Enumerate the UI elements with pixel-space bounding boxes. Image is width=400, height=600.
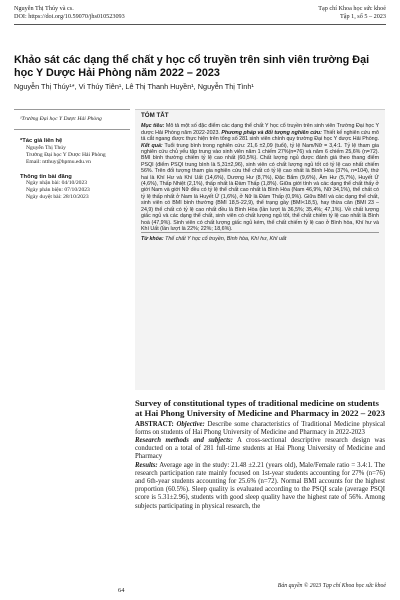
running-header-right: [318, 5, 386, 21]
method-label: Phương pháp và đối tượng nghiên cứu:: [219, 129, 322, 136]
copyright-notice: Bản quyền © 2023 Tạp chí Khoa học sức khoẻ: [277, 583, 386, 589]
en-results-text: Average age in the study: 21.48 ±2.21 (years old), Male/Female ratio = 3.4:1. The research participation rate mainly focused on 1st-year students accounting for 27% (n=76) and 6th-year students accounting for 25.6% (n=72). Normal BMI accounts for the highest proportion (60.5%). Sleep quality is evaluated according to the PSQI scale (average PSQI score is 5.31±2.96), students with good sleep quality have the highest rate of 56%. Among subjects participating in physical research, the: [135, 461, 385, 510]
abstract-en-results: [135, 462, 385, 511]
corr-org: Trường Đại học Y Dược Hải Phòng: [26, 151, 106, 158]
objective-label: Mục tiêu:: [141, 123, 165, 130]
header-journal: Tạp chí Khoa học sức khoẻ: [318, 5, 386, 12]
article-sidebar: [14, 109, 130, 201]
corresponding-author: [14, 138, 130, 166]
results-text: Tuổi trung bình trong nghiên cứu: 21,6 ±2,09 (tuổi), tỷ lệ Nam/Nữ = 3,4:1. Tỷ lệ tham gia nghiên cứu chủ yếu tập trung vào sinh viên năm 1 chiếm 27%(n=76) và năm 6 chiếm 25,6% (n=72). BMI bình thường chiếm tỷ lệ cao nhất (60,5%). Chất lượng ngủ được đánh giá theo thang điểm PSQI (điểm PSQI trung bình là 5,31±2,96), sinh viên có chất lượng ngủ tốt có tỷ lệ cao nhất chiếm 56%. Trên đối tượng tham gia nghiên cứu thể chất có tỷ lệ cao nhất là Bình Hòa (37%, n=104), thứ hai là Khí Hư và Khí Uất (14,6%), Dương Hư (8,7%), Đặc Bẩm (9,6%), Âm Hư (5,7%), Huyết Ứ (4,6%), Thấp Nhiệt (2,1%), thấp nhất là Đàm Thấp (1,8%). Giữa giới tính và các dạng thể chất thấy ở giới Nam và giới Nữ đều có tỷ lệ thể chất cao nhất là Bình Hòa (Nam 46,9%, Nữ 34,1%), thể chất có tỷ lệ thấp nhất ở Nam là Huyết Ứ (1,6%), ở Nữ là Đàm Thấp (0,9%). Giữa BMI và các dạng thể chất, sinh viên có BMI bình thường (BMI 18,5-22,9), thể trạng gầy (BMI<18,5), hay thừa cân (BMI 23 – 24,9) thể chất có tỷ lệ cao nhất đều là Bình Hòa (lần lượt là 36,5%; 35,4%; 47,1%). Về chất lượng giấc ngủ và các dạng thể chất, sinh viên có chất lượng ngủ tốt, thể chất chiếm tỷ lệ cao nhất là Bình hoà (47,9%). Sinh viên có chất lượng giấc ngủ kém, thể chất chiếm tỷ lệ cao ở Bình hòa, Khí hư và Khí Uất (lần lượt là 22%; 22%; 18,6%).: [141, 142, 379, 232]
abstract-english: [135, 398, 385, 511]
date-accepted: Ngày duyệt bài: 28/10/2023: [26, 194, 89, 201]
info-heading: Thông tin bài đăng: [20, 173, 72, 180]
english-title: Survey of constitutional types of traditional medicine on students at Hai Phong University of Medicine and Pharmacy in 2022 – 2023: [135, 398, 385, 419]
date-revised: Ngày phản biện: 07/10/2023: [26, 187, 90, 194]
keywords: [141, 232, 379, 242]
objective-text: Mô tả một số đặc điểm các dạng thể chất Y học cổ truyền trên sinh viên Trường Đại học Y dược Hải Phòng năm 2022-2023.: [141, 123, 379, 136]
header-doi[interactable]: DOI: https://doi.org/10.59070/jhs010523093: [14, 13, 125, 20]
corr-name: Nguyễn Thị Thúy: [26, 144, 66, 151]
affiliation: ¹Trường Đại học Y Dược Hải Phòng: [14, 109, 130, 130]
en-objective-text: Describe some characteristics of Traditional Medicine physical forms on students of Hai Phong University of Medicine and Pharmacy in 2022-2023: [135, 420, 385, 436]
keywords-label: Từ khóa:: [141, 236, 164, 243]
header-volume: Tập 1, số 5 – 2023: [339, 13, 386, 20]
abstract-en-methods: [135, 437, 385, 462]
corr-heading: *Tác giả liên hệ: [20, 137, 63, 144]
keywords-text: Thể chất Y học cổ truyền, Bình hòa, Khí hư, Khí uất: [163, 236, 287, 243]
date-received: Ngày nhận bài: 04/10/2023: [26, 180, 88, 187]
en-results-label: Results:: [135, 461, 158, 469]
en-objective-label: Objective:: [173, 420, 205, 428]
article-info: [14, 174, 130, 202]
abstract-en-objective: [135, 421, 385, 437]
abstract-vi-heading: TÓM TẮT: [141, 112, 169, 119]
abstract-en-label: ABSTRACT:: [135, 420, 174, 428]
article-title: Khảo sát các dạng thể chất y học cổ truyền trên sinh viên trường Đại học Y Dược Hải Phòng năm 2022 – 2023: [14, 54, 370, 79]
running-header-left: [14, 5, 125, 21]
corr-email[interactable]: Email: ntthuy@hpmu.edu.vn: [26, 158, 91, 165]
page-number: 64: [118, 587, 125, 594]
author-list: Nguyễn Thị Thúy¹*, Vi Thúy Tiên¹, Lê Thị Thanh Huyền¹, Nguyễn Thị Tình¹: [14, 82, 254, 91]
header-author: Nguyễn Thị Thúy và cs.: [14, 5, 74, 12]
header-divider: [14, 24, 386, 25]
results-label: Kết quả:: [141, 142, 163, 149]
abstract-vietnamese: [135, 109, 385, 390]
en-methods-label: Research methods and subjects:: [135, 437, 233, 444]
abstract-vi-body: [141, 123, 379, 232]
method-text: Thiết kế nghiên cứu mô tả cắt ngang được thực hiện trên tổng số 281 sinh viên chính quy trường Đại học Y dược Hải Phòng.: [141, 129, 379, 143]
en-methods-text: A cross-sectional descriptive research design was conducted on a total of 281 full-time students at Hai Phong University of Medicine and Pharmacy: [135, 437, 385, 461]
